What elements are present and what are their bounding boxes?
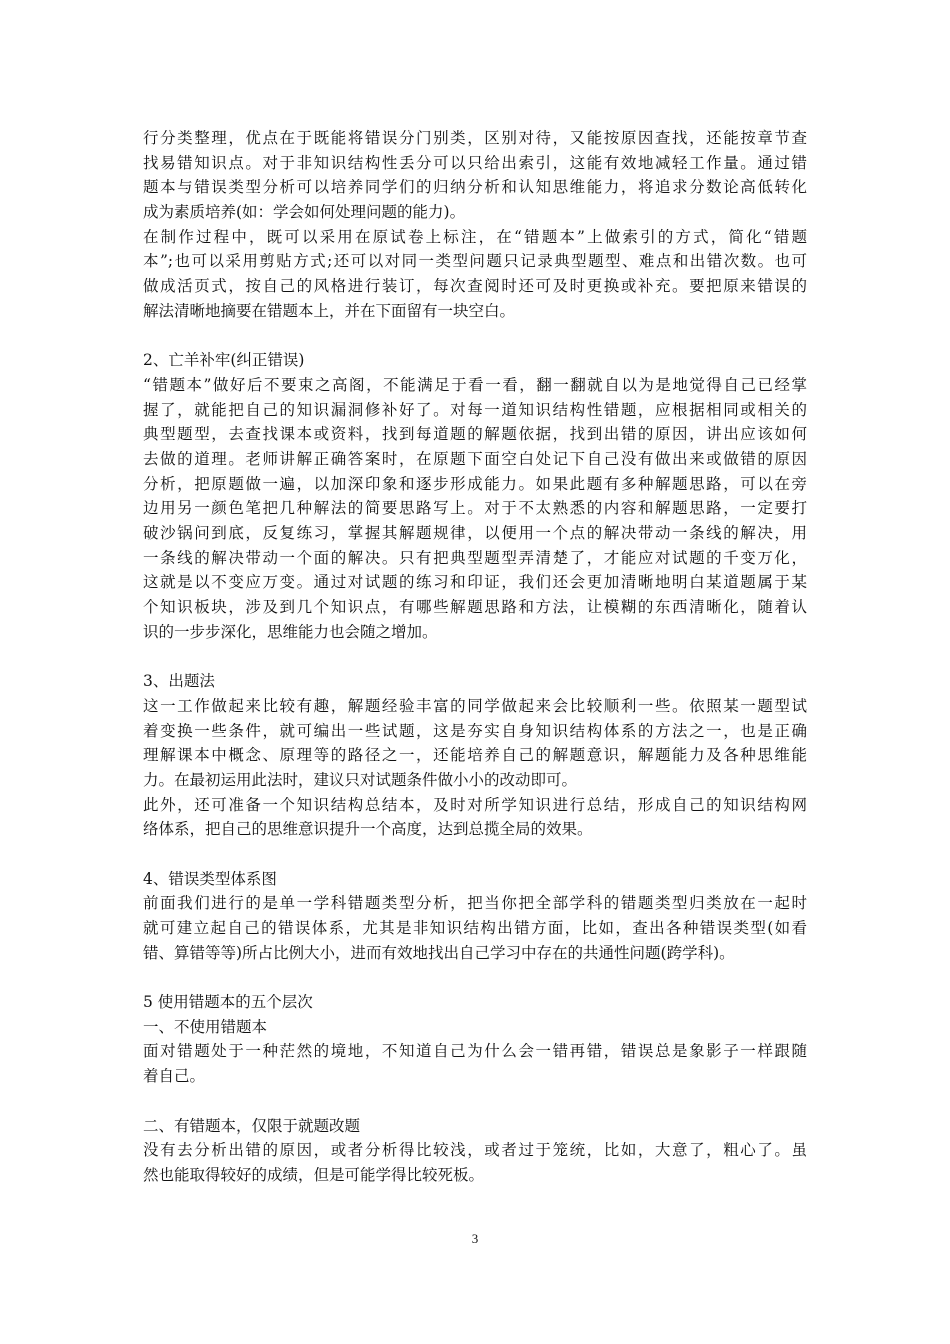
text-line: 分析，把原题做一遍，以加深印象和逐步形成能力。如果此题有多种解题思路，可以在旁 — [143, 474, 807, 493]
paragraph — [143, 1039, 807, 1088]
text-line: 在制作过程中，既可以采用在原试卷上标注，在“错题本”上做索引的方式，简化“错题 — [143, 227, 807, 246]
paragraph — [143, 373, 807, 645]
text-line: 破沙锅问到底，反复练习，掌握其解题规律，以便用一个点的解决带动一条线的解决，用 — [143, 524, 807, 542]
text-line: 没有去分析出错的原因，或者分析得比较浅，或者过于笼统，比如，大意了，粗心了。虽 — [143, 1141, 807, 1160]
text-line: 行分类整理，优点在于既能将错误分门别类，区别对待，又能按原因查找，还能按章节查 — [143, 129, 807, 147]
text-line: 络体系，把自己的思维意识提升一个高度，达到总揽全局的效果。 — [143, 820, 593, 839]
text-line: 前面我们进行的是单一学科错题类型分析，把当你把全部学科的错题类型归类放在一起时 — [143, 894, 807, 913]
text-line: 典型题型，去查找课本或资料，找到每道题的解题依据，找到出错的原因，讲出应该如何 — [143, 425, 807, 444]
text-line: 题本与错误类型分析可以培养同学们的归纳分析和认知思维能力，将追求分数论高低转化 — [143, 178, 807, 197]
text-line: 3、出题法 — [143, 672, 215, 691]
text-line: 个知识板块，涉及到几个知识点，有哪些解题思路和方法，让模糊的东西清晰化，随着认 — [143, 598, 807, 617]
paragraph — [143, 867, 807, 892]
text-line: 边用另一颜色笔把几种解法的简要思路写上。对于不太熟悉的内容和解题思路，一定要打 — [143, 499, 807, 518]
text-line: 力。在最初运用此法时，建议只对试题条件做小小的改动即可。 — [143, 770, 578, 789]
text-line: 这就是以不变应万变。通过对试题的练习和印证，我们还会更加清晰地明白某道题属于某 — [143, 573, 807, 592]
text-line: 找易错知识点。对于非知识结构性丢分可以只给出索引，这能有效地减轻工作量。通过错 — [143, 153, 807, 172]
text-line: 面对错题处于一种茫然的境地，不知道自己为什么会一错再错，错误总是象影子一样跟随 — [143, 1042, 807, 1061]
paragraph — [143, 891, 807, 965]
text-line: 一条线的解决带动一个面的解决。只有把典型题型弄清楚了，才能应对试题的千变万化， — [143, 548, 807, 567]
paragraph-gap — [143, 324, 807, 349]
text-line: 理解课本中概念、原理等的路径之一，还能培养自己的解题意识，解题能力及各种思维能 — [143, 746, 807, 765]
paragraph — [143, 1114, 807, 1139]
text-line: 解法清晰地摘要在错题本上，并在下面留有一块空白。 — [143, 301, 516, 320]
text-line: 做成活页式，按自己的风格进行装订，每次查阅时还可及时更换或补充。要把原来错误的 — [143, 277, 807, 296]
text-line: 成为素质培养(如：学会如何处理问题的能力)。 — [143, 203, 466, 222]
text-line: 着变换一些条件，就可编出一些试题，这是夯实自身知识结构体系的方法之一，也是正确 — [143, 721, 807, 740]
text-line: 二、有错题本，仅限于就题改题 — [143, 1116, 361, 1135]
text-line: 握了，就能把自己的知识漏洞修补好了。对每一道知识结构性错题，应根据相同或相关的 — [143, 400, 807, 419]
paragraph-gap — [143, 842, 807, 867]
text-line: 5 使用错题本的五个层次 — [143, 993, 313, 1012]
paragraph — [143, 793, 807, 842]
text-line: 就可建立起自己的错误体系，尤其是非知识结构出错方面，比如，查出各种错误类型(如看 — [143, 919, 807, 937]
text-line: 错、算错等等)所占比例大小，进而有效地找出自己学习中存在的共通性问题(跨学科)。 — [143, 943, 735, 962]
paragraph — [143, 1015, 807, 1040]
paragraph-gap — [143, 965, 807, 990]
paragraph — [143, 348, 807, 373]
text-line: 然也能取得较好的成绩，但是可能学得比较死板。 — [143, 1165, 485, 1184]
paragraph — [143, 1138, 807, 1187]
text-line: 4、错误类型体系图 — [143, 869, 277, 888]
paragraph — [143, 990, 807, 1015]
text-line: 一、不使用错题本 — [143, 1017, 268, 1036]
text-line: 识的一步步深化，思维能力也会随之增加。 — [143, 622, 438, 641]
text-line: 着自己。 — [143, 1067, 206, 1086]
document-body — [143, 126, 807, 1188]
paragraph-gap — [143, 1089, 807, 1114]
paragraph — [143, 694, 807, 793]
text-line: 去做的道理。老师讲解正确答案时，在原题下面空白处记下自己没有做出来或做错的原因 — [143, 449, 807, 468]
text-line: 这一工作做起来比较有趣，解题经验丰富的同学做起来会比较顺利一些。依照某一题型试 — [143, 696, 807, 715]
paragraph-gap — [143, 644, 807, 669]
paragraph — [143, 225, 807, 324]
paragraph — [143, 669, 807, 694]
text-line: 此外，还可准备一个知识结构总结本，及时对所学知识进行总结，形成自己的知识结构网 — [143, 795, 807, 814]
text-line: “错题本”做好后不要束之高阁，不能满足于看一看，翻一翻就自以为是地觉得自己已经掌 — [143, 375, 807, 394]
page-number: 3 — [471, 1231, 479, 1246]
text-line: 2、亡羊补牢(纠正错误) — [143, 351, 305, 370]
text-line: 本”;也可以采用剪贴方式;还可以对同一类型问题只记录典型题型、难点和出错次数。也可 — [143, 252, 807, 271]
paragraph — [143, 126, 807, 225]
